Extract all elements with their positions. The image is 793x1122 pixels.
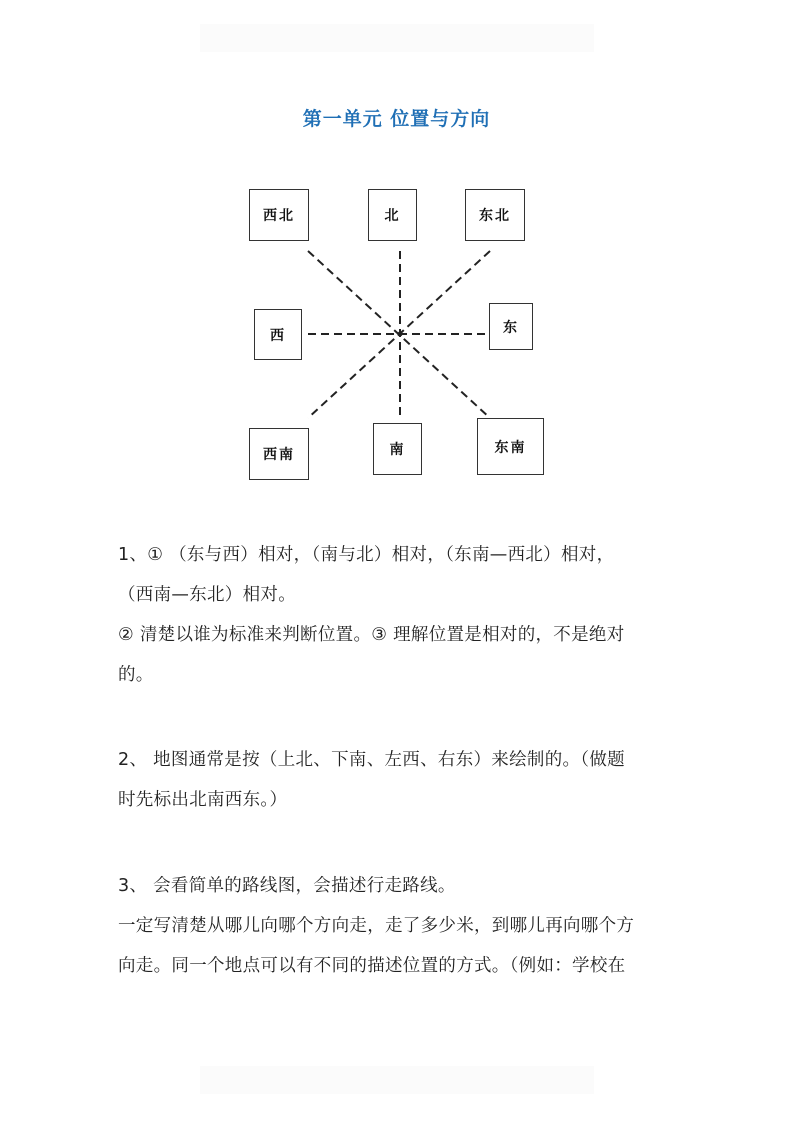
section-3-line-1: 3、 会看简单的路线图，会描述行走路线。 bbox=[118, 876, 456, 896]
line-northeast-southwest bbox=[308, 251, 490, 418]
header-watermark bbox=[200, 24, 594, 52]
section-2-map-orientation bbox=[118, 740, 678, 820]
center-point bbox=[398, 332, 403, 337]
section-2-line-1: 2、 地图通常是按（上北、下南、左西、右东）来绘制的。（做题 bbox=[118, 750, 625, 770]
box-northwest: 西北 bbox=[249, 189, 309, 241]
footer-watermark bbox=[200, 1066, 594, 1094]
box-west: 西 bbox=[254, 309, 302, 360]
section-1-line-2: （西南—东北）相对。 bbox=[118, 585, 296, 605]
section-1-opposite-directions bbox=[118, 535, 678, 695]
section-1-line-3: ② 清楚以谁为标准来判断位置。③ 理解位置是相对的，不是绝对 bbox=[118, 625, 625, 645]
box-east: 东 bbox=[489, 303, 533, 350]
section-1-line-1: 1、① （东与西）相对，（南与北）相对，（东南—西北）相对， bbox=[118, 545, 615, 565]
page-title: 第一单元 位置与方向 bbox=[302, 108, 491, 130]
box-south: 南 bbox=[373, 423, 422, 475]
box-north: 北 bbox=[368, 189, 417, 241]
section-1-line-4: 的。 bbox=[118, 665, 154, 685]
box-southeast: 东南 bbox=[477, 418, 544, 475]
line-northwest-southeast bbox=[308, 251, 490, 418]
section-3-line-2: 一定写清楚从哪儿向哪个方向走，走了多少米，到哪儿再向哪个方 bbox=[118, 916, 635, 936]
section-3-route-map bbox=[118, 866, 678, 986]
section-2-line-2: 时先标出北南西东。） bbox=[118, 790, 288, 810]
box-northeast: 东北 bbox=[465, 189, 525, 241]
section-3-line-3: 向走。同一个地点可以有不同的描述位置的方式。（例如：学校在 bbox=[118, 956, 626, 976]
box-southwest: 西南 bbox=[249, 428, 309, 480]
